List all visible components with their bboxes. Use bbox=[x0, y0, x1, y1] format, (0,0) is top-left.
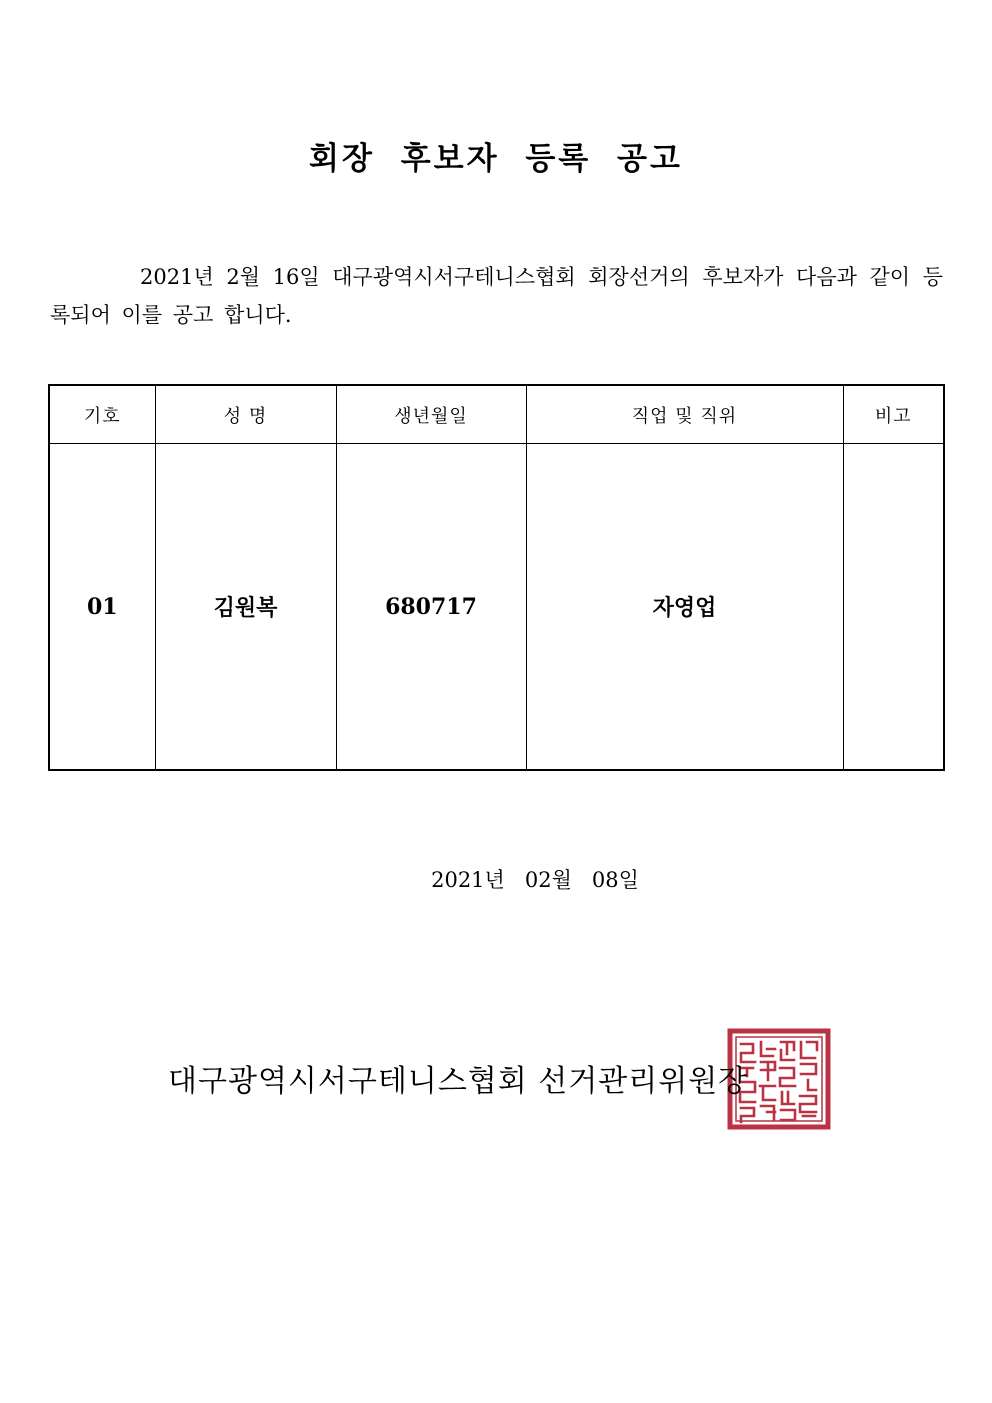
candidate-table bbox=[48, 384, 945, 771]
cell-number: 01 bbox=[49, 444, 155, 771]
header-birth: 생년월일 bbox=[336, 385, 526, 444]
header-job: 직업 및 직위 bbox=[526, 385, 843, 444]
cell-job: 자영업 bbox=[526, 444, 843, 771]
notice-title: 회장 후보자 등록 공고 bbox=[309, 141, 683, 177]
table-row bbox=[49, 444, 944, 771]
table-header-row bbox=[49, 385, 944, 444]
cell-birth: 680717 bbox=[336, 444, 526, 771]
cell-name: 김원복 bbox=[155, 444, 336, 771]
notice-date: 2021년 02월 08일 bbox=[431, 868, 639, 892]
header-name: 성 명 bbox=[155, 385, 336, 444]
notice-body: 2021년 2월 16일 대구광역시서구테니스협회 회장선거의 후보자가 다음과 같이 등록되어 이를 공고 합니다. bbox=[50, 265, 943, 327]
cell-note bbox=[843, 444, 944, 771]
committee-signature: 대구광역시서구테니스협회 선거관리위원장 bbox=[168, 1064, 749, 1099]
header-note: 비고 bbox=[843, 385, 944, 444]
header-number: 기호 bbox=[49, 385, 155, 444]
